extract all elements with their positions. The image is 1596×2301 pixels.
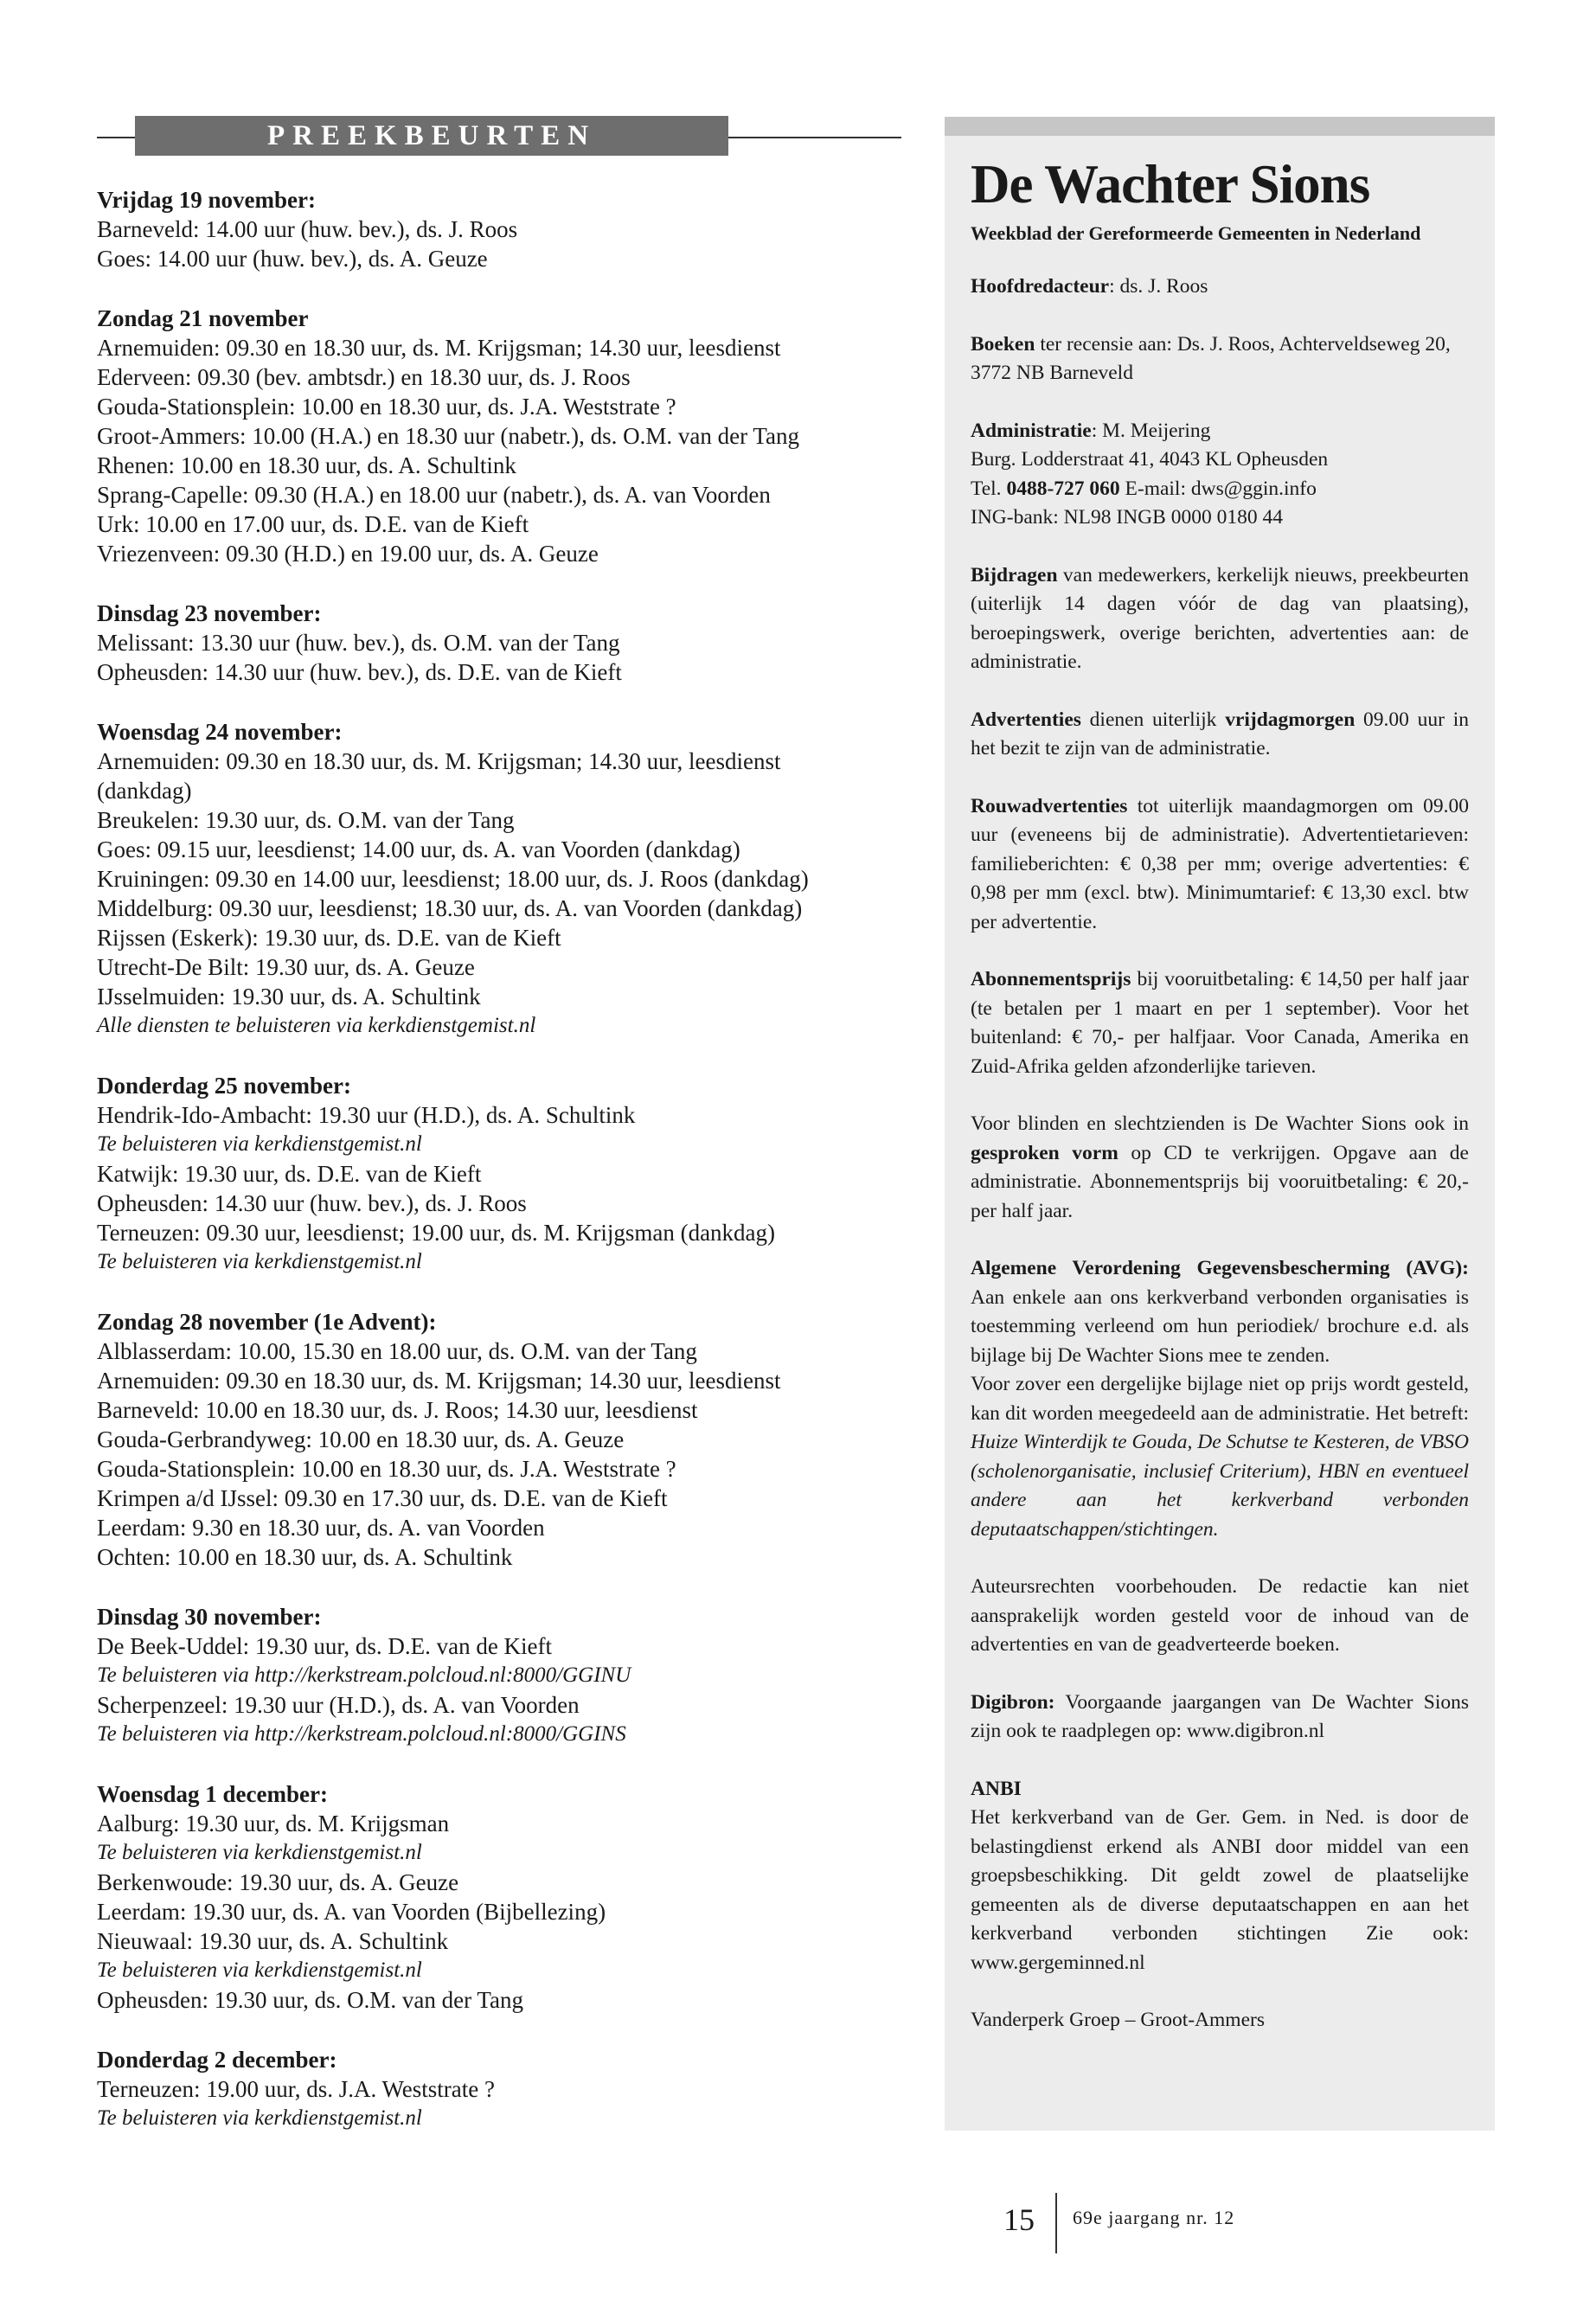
stream-note: Alle diensten te beluisteren via kerkdienstgemist.nl [97, 1014, 536, 1037]
service-line: Krimpen a/d IJssel: 09.30 en 17.30 uur, ds. D.E. van de Kieft [97, 1485, 668, 1511]
service-line: Opheusden: 14.30 uur (huw. bev.), ds. D.E. van de Kieft [97, 659, 622, 685]
stream-note: Te beluisteren via kerkdienstgemist.nl [97, 1841, 422, 1864]
masthead-title: De Wachter Sions [971, 154, 1370, 215]
colophon-box [945, 117, 1495, 2131]
auteursrechten: Auteursrechten voorbehouden. De redactie kan niet aansprakelijk worden gesteld voor de inhoud van de advertenties en van de geadverteerde boeken. [971, 1575, 1469, 1656]
section-header [97, 111, 901, 154]
service-line: De Beek-Uddel: 19.30 uur, ds. D.E. van de Kieft [97, 1633, 553, 1659]
avg-info: Algemene Verordening Gegevensbescherming (AVG): Aan enkele aan ons kerkverband verbonden organisaties is toestemming verleend om hun periodiek/ brochure e.d. als bijlage bij De Wachter Sions mee te zenden. Voor zover een dergelijke bijlage niet op prijs wordt gesteld, kan dit worden meegedeeld aan de administratie. Het betreft: Huize Winterdijk te Gouda, De Schutse te Kesteren, de VBSO (scholenorganisatie, inclusief Criterium), HBN en eventueel andere aan het kerkverband verbonden deputaatschappen/stichtingen. [971, 1257, 1469, 1541]
day-heading: Dinsdag 23 november: [97, 600, 322, 626]
service-line: Kruiningen: 09.30 en 14.00 uur, leesdienst; 18.00 uur, ds. J. Roos (dankdag) [97, 866, 809, 892]
service-day [97, 1602, 901, 1749]
service-line: Leerdam: 9.30 en 18.30 uur, ds. A. van Voorden [97, 1515, 545, 1541]
service-day [97, 717, 901, 1041]
service-line: Scherpenzeel: 19.30 uur (H.D.), ds. A. van Voorden [97, 1692, 580, 1718]
abonnementsprijs: Abonnementsprijs bij vooruitbetaling: € 14,50 per half jaar (te betalen per 1 maart en per 1 september). Voor het buitenland: € 70,- per halfjaar. Voor Canada, Amerika en Zuid-Afrika gelden afzonderlijke tarieven. [971, 968, 1469, 1078]
preekbeurten-column [97, 111, 901, 2163]
masthead-subtitle: Weekblad der Gereformeerde Gemeenten in Nederland [971, 222, 1421, 244]
service-line: Hendrik-Ido-Ambacht: 19.30 uur (H.D.), ds. A. Schultink [97, 1102, 636, 1128]
service-line: Aalburg: 19.30 uur, ds. M. Krijgsman [97, 1811, 450, 1836]
bijdragen: Bijdragen van medewerkers, kerkelijk nieuws, preekbeurten (uiterlijk 14 dagen vóór de dag van plaatsing), beroepingswerk, overige berichten, advertenties aan: de administratie. [971, 563, 1469, 673]
boeken: Boeken ter recensie aan: Ds. J. Roos, Achterveldseweg 20, 3772 NB Barneveld [971, 332, 1451, 384]
service-line: (dankdag) [97, 778, 192, 804]
service-line: Utrecht-De Bilt: 19.30 uur, ds. A. Geuze [97, 954, 475, 980]
day-heading: Woensdag 1 december: [97, 1781, 328, 1807]
stream-note: Te beluisteren via kerkdienstgemist.nl [97, 1250, 422, 1273]
service-line: Sprang-Capelle: 09.30 (H.A.) en 18.00 uur (nabetr.), ds. A. van Voorden [97, 482, 771, 508]
day-heading: Woensdag 24 november: [97, 719, 343, 745]
service-line: Goes: 14.00 uur (huw. bev.), ds. A. Geuze [97, 246, 488, 272]
service-line: Nieuwaal: 19.30 uur, ds. A. Schultink [97, 1928, 449, 1954]
stream-note: Te beluisteren via kerkdienstgemist.nl [97, 1958, 422, 1982]
service-line: Ederveen: 09.30 (bev. ambtsdr.) en 18.30 uur, ds. J. Roos [97, 364, 631, 390]
service-day [97, 1307, 901, 1572]
jaargang: 69e jaargang nr. 12 [1073, 2207, 1235, 2228]
service-line: Terneuzen: 19.00 uur, ds. J.A. Weststrate ? [97, 2076, 495, 2102]
day-heading: Donderdag 2 december: [97, 2047, 337, 2073]
service-line: Middelburg: 09.30 uur, leesdienst; 18.30 uur, ds. A. van Voorden (dankdag) [97, 895, 803, 921]
service-day [97, 1071, 901, 1277]
service-line: Arnemuiden: 09.30 en 18.30 uur, ds. M. Krijgsman; 14.30 uur, leesdienst [97, 335, 781, 361]
service-line: Opheusden: 14.30 uur (huw. bev.), ds. J. Roos [97, 1190, 527, 1216]
service-day [97, 2045, 901, 2133]
stream-note: Te beluisteren via kerkdienstgemist.nl [97, 2106, 422, 2130]
service-line: Barneveld: 10.00 en 18.30 uur, ds. J. Roos; 14.30 uur, leesdienst [97, 1397, 698, 1423]
service-line: Arnemuiden: 09.30 en 18.30 uur, ds. M. Krijgsman; 14.30 uur, leesdienst [97, 748, 781, 774]
anbi-info: ANBI Het kerkverband van de Ger. Gem. in Ned. is door de belastingdienst erkend als ANBI door middel van een groepsbeschikking. Dit geldt zowel de plaatselijke gemeenten als de diverse deputaatschappen en aan het kerkverband verbonden stichtingen Zie ook: www.gergeminned.nl [971, 1777, 1469, 1974]
service-line: Ochten: 10.00 en 18.30 uur, ds. A. Schultink [97, 1544, 513, 1570]
service-line: Terneuzen: 09.30 uur, leesdienst; 19.00 uur, ds. M. Krijgsman (dankdag) [97, 1220, 776, 1246]
service-line: Opheusden: 19.30 uur, ds. O.M. van der Tang [97, 1987, 523, 2013]
service-day [97, 1779, 901, 2015]
service-line: Gouda-Stationsplein: 10.00 en 18.30 uur, ds. J.A. Weststrate ? [97, 1456, 676, 1482]
service-line: Gouda-Stationsplein: 10.00 en 18.30 uur, ds. J.A. Weststrate ? [97, 394, 676, 420]
stream-note: Te beluisteren via http://kerkstream.polcloud.nl:8000/GGINU [97, 1663, 631, 1687]
service-line: Gouda-Gerbrandyweg: 10.00 en 18.30 uur, ds. A. Geuze [97, 1426, 625, 1452]
digibron-info: Digibron: Voorgaande jaargangen van De Wachter Sions zijn ook te raadplegen op: www.digibron.nl [971, 1690, 1469, 1742]
services-list [97, 185, 901, 2133]
day-heading: Zondag 21 november [97, 305, 309, 331]
service-line: Berkenwoude: 19.30 uur, ds. A. Geuze [97, 1869, 459, 1895]
rouwadvertenties: Rouwadvertenties tot uiterlijk maandagmorgen om 09.00 uur (eveneens bij de administratie). Advertentietarieven: familieberichten: € 0,38 per mm; overige advertenties: € 0,98 per mm (excl. btw). Minimumtarief: € 13,30 excl. btw per advertentie. [971, 794, 1469, 933]
service-line: Rhenen: 10.00 en 18.30 uur, ds. A. Schultink [97, 452, 516, 478]
service-day [97, 599, 901, 687]
stream-note: Te beluisteren via kerkdienstgemist.nl [97, 1132, 422, 1156]
service-line: Rijssen (Eskerk): 19.30 uur, ds. D.E. van de Kieft [97, 925, 561, 951]
page-number: 15 [1003, 2202, 1035, 2237]
service-line: Groot-Ammers: 10.00 (H.A.) en 18.30 uur (nabetr.), ds. O.M. van der Tang [97, 423, 799, 449]
day-heading: Zondag 28 november (1e Advent): [97, 1309, 437, 1335]
service-line: Melissant: 13.30 uur (huw. bev.), ds. O.M. van der Tang [97, 630, 620, 656]
service-line: Leerdam: 19.30 uur, ds. A. van Voorden (Bijbellezing) [97, 1899, 606, 1925]
service-day [97, 304, 901, 568]
service-line: Urk: 10.00 en 17.00 uur, ds. D.E. van de Kieft [97, 511, 529, 537]
drukker: Vanderperk Groep – Groot-Ammers [971, 2009, 1265, 2031]
day-heading: Dinsdag 30 november: [97, 1604, 322, 1630]
service-line: Barneveld: 14.00 uur (huw. bev.), ds. J. Roos [97, 216, 518, 242]
section-title: PREEKBEURTEN [135, 116, 728, 156]
service-line: Vriezenveen: 09.30 (H.D.) en 19.00 uur, ds. A. Geuze [97, 541, 599, 567]
service-line: Arnemuiden: 09.30 en 18.30 uur, ds. M. Krijgsman; 14.30 uur, leesdienst [97, 1368, 781, 1394]
service-line: Alblasserdam: 10.00, 15.30 en 18.00 uur, ds. O.M. van der Tang [97, 1338, 697, 1364]
administratie: Administratie: M. Meijering Burg. Lodderstraat 41, 4043 KL Opheusden Tel. 0488-727 060 E-mail: dws@ggin.info ING-bank: NL98 INGB 0000 0180 44 [971, 419, 1329, 529]
hoofdredacteur: Hoofdredacteur: ds. J. Roos [971, 275, 1208, 298]
service-day [97, 185, 901, 273]
service-line: IJsselmuiden: 19.30 uur, ds. A. Schultink [97, 984, 481, 1009]
footer-divider [1055, 2193, 1057, 2253]
stream-note: Te beluisteren via http://kerkstream.polcloud.nl:8000/GGINS [97, 1722, 626, 1746]
day-heading: Donderdag 25 november: [97, 1073, 351, 1099]
service-line: Goes: 09.15 uur, leesdienst; 14.00 uur, ds. A. van Voorden (dankdag) [97, 836, 740, 862]
colophon-topbar [945, 117, 1495, 136]
service-line: Breukelen: 19.30 uur, ds. O.M. van der Tang [97, 807, 515, 833]
service-line: Katwijk: 19.30 uur, ds. D.E. van de Kieft [97, 1161, 482, 1187]
advertenties: Advertenties dienen uiterlijk vrijdagmorgen 09.00 uur in het bezit te zijn van de administratie. [971, 708, 1470, 760]
day-heading: Vrijdag 19 november: [97, 187, 316, 213]
blinden-info: Voor blinden en slechtzienden is De Wachter Sions ook in gesproken vorm op CD te verkrijgen. Opgave aan de administratie. Abonnementsprijs bij vooruitbetaling: € 20,- per half jaar. [971, 1112, 1469, 1222]
